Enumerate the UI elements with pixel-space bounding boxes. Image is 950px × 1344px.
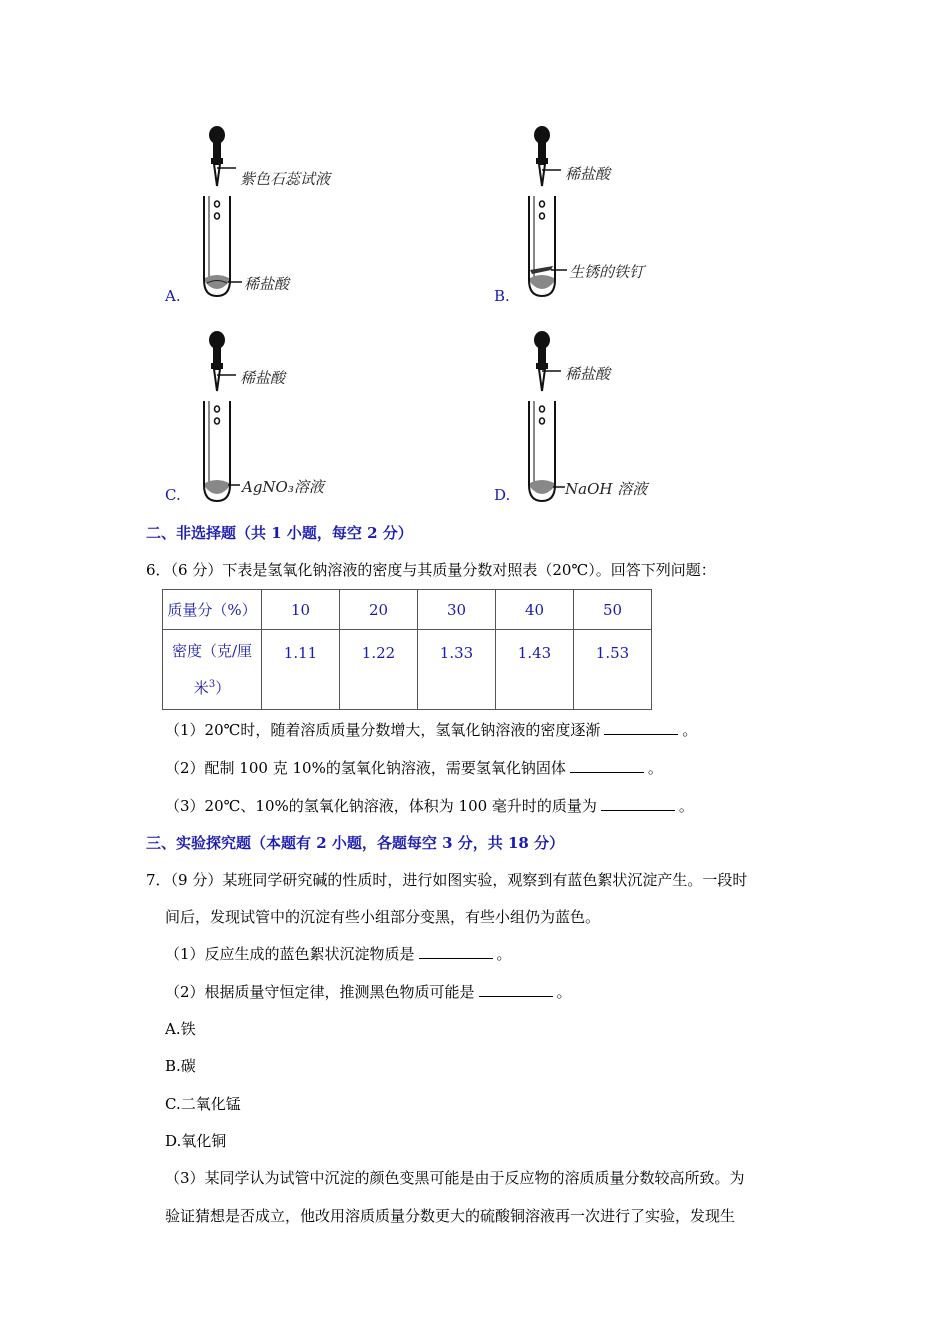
answer-blank[interactable] (604, 720, 678, 735)
figure-a-letter: A. (165, 287, 181, 305)
q7-part1-text: （1）反应生成的蓝色絮状沉淀物质是 (165, 945, 415, 963)
table-cell: 10 (262, 590, 340, 630)
q6-part1 (165, 720, 697, 740)
q7-option-c[interactable]: C.二氧化锰 (165, 1095, 241, 1113)
table-cell: 20 (340, 590, 418, 630)
q7-option-b[interactable]: B.碳 (165, 1057, 196, 1075)
q6-stem: 6．（6 分）下表是氢氧化钠溶液的密度与其质量分数对照表（20℃）。回答下列问题： (146, 561, 716, 579)
table-header-density (163, 630, 262, 710)
figure-c-letter: C. (165, 486, 181, 504)
figure-a-bottom-label: 稀盐酸 (244, 275, 290, 293)
q7-option-d[interactable]: D.氧化铜 (165, 1132, 227, 1150)
section2-heading: 二、非选择题（共 1 小题，每空 2 分） (146, 524, 413, 542)
q6-part2 (165, 758, 663, 778)
density-header-a: 密度（克/厘 (171, 642, 253, 660)
figure-b-top-label: 稀盐酸 (565, 165, 611, 183)
figure-a-top-label: 紫色石蕊试液 (240, 170, 331, 188)
table-cell: 50 (574, 590, 652, 630)
q7-part2-end: 。 (556, 983, 572, 1001)
density-header-sup: 3 (208, 679, 216, 690)
q7-part2 (165, 982, 572, 1002)
figure-d-top-label: 稀盐酸 (565, 365, 611, 383)
q6-part3-text: （3）20℃、10%的氢氧化钠溶液，体积为 100 毫升时的质量为 (165, 797, 597, 815)
table-cell: 30 (418, 590, 496, 630)
q7-part1 (165, 944, 512, 964)
q7-part1-end: 。 (496, 945, 512, 963)
figure-b (515, 120, 735, 310)
answer-blank[interactable] (601, 796, 675, 811)
density-table (162, 589, 652, 710)
q6-part2-text: （2）配制 100 克 10%的氢氧化钠溶液，需要氢氧化钠固体 (165, 759, 566, 777)
q7-part2-text: （2）根据质量守恒定律，推测黑色物质可能是 (165, 983, 475, 1001)
section3-heading: 三、实验探究题（本题有 2 小题，各题每空 3 分，共 18 分） (146, 834, 565, 852)
figure-b-bottom-label: 生锈的铁钉 (569, 263, 645, 281)
q6-part3 (165, 796, 694, 816)
table-row (163, 630, 652, 710)
figure-d-bottom-label: NaOH 溶液 (565, 480, 648, 498)
density-header-b: 米 (193, 679, 209, 697)
table-cell: 1.11 (262, 630, 340, 710)
figure-b-letter: B. (494, 287, 510, 305)
q7-stem-line1: 7．（9 分）某班同学研究碱的性质时，进行如图实验，观察到有蓝色絮状沉淀产生。一段时 (146, 871, 748, 889)
table-cell: 40 (496, 590, 574, 630)
table-cell: 1.22 (340, 630, 418, 710)
figure-c-bottom-label: AgNO₃溶液 (242, 478, 324, 496)
q7-part3-line1: （3）某同学认为试管中沉淀的颜色变黑可能是由于反应物的溶质质量分数较高所致。为 (165, 1169, 745, 1187)
table-cell: 1.33 (418, 630, 496, 710)
table-header-mass: 质量分（%） (163, 590, 262, 630)
q6-part1-end: 。 (682, 721, 698, 739)
q6-part3-end: 。 (678, 797, 694, 815)
table-cell: 1.53 (574, 630, 652, 710)
answer-blank[interactable] (419, 944, 493, 959)
density-header-c: ） (215, 679, 231, 697)
q6-part1-text: （1）20℃时，随着溶质质量分数增大，氢氧化钠溶液的密度逐渐 (165, 721, 601, 739)
figure-a (190, 120, 410, 310)
q7-stem-line2: 间后，发现试管中的沉淀有些小组部分变黑，有些小组仍为蓝色。 (165, 908, 601, 926)
figure-d (515, 325, 735, 515)
answer-blank[interactable] (570, 758, 644, 773)
table-cell: 1.43 (496, 630, 574, 710)
q6-part2-end: 。 (647, 759, 663, 777)
q7-part3-line2: 验证猜想是否成立，他改用溶质质量分数更大的硫酸铜溶液再一次进行了实验，发现生 (165, 1207, 736, 1225)
q7-option-a[interactable]: A.铁 (165, 1020, 196, 1038)
answer-blank[interactable] (479, 982, 553, 997)
table-row (163, 590, 652, 630)
figure-c-top-label: 稀盐酸 (240, 369, 286, 387)
figure-d-letter: D. (494, 486, 511, 504)
figure-c (190, 325, 410, 515)
